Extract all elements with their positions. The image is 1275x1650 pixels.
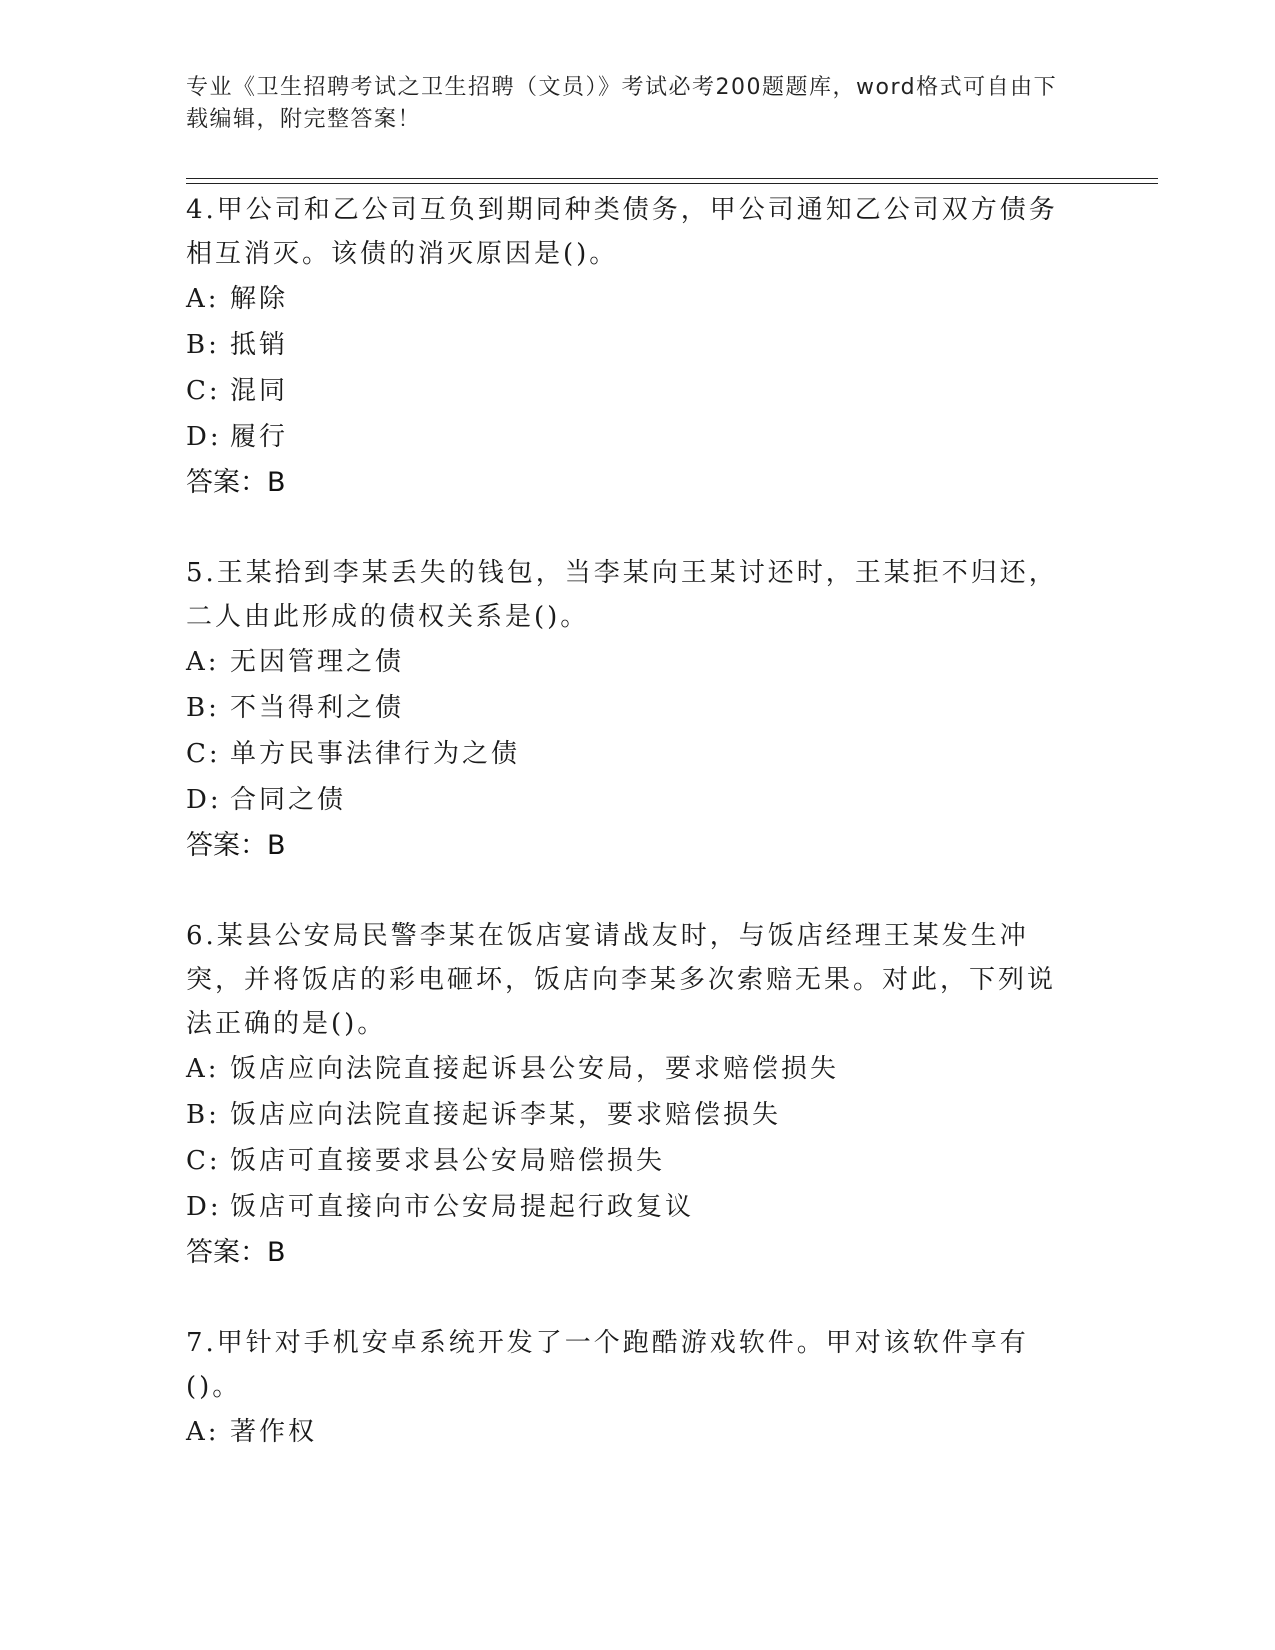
option-text: 饭店可直接要求县公安局赔偿损失 [230, 1146, 666, 1176]
option-text: 混同 [230, 376, 289, 406]
answer-option [186, 639, 1066, 685]
answer-key: 答案：B [186, 1237, 286, 1268]
option-letter: A: [186, 1054, 220, 1084]
question-stem: 5.王某拾到李某丢失的钱包，当李某向王某讨还时，王某拒不归还，二人由此形成的债权关系是()。 [186, 558, 1058, 632]
option-letter: B: [186, 1100, 220, 1130]
option-letter: C: [186, 739, 221, 769]
question-spacer [186, 506, 1066, 551]
question-block [186, 188, 1066, 506]
option-letter: D: [186, 422, 222, 452]
question-block [186, 1321, 1066, 1455]
question-block [186, 914, 1066, 1276]
option-text: 合同之债 [230, 785, 347, 815]
option-letter: D: [186, 1192, 222, 1222]
option-text: 解除 [230, 284, 289, 314]
option-text: 著作权 [230, 1417, 318, 1447]
answer-key: 答案：B [186, 830, 286, 861]
option-text: 抵销 [230, 330, 289, 360]
option-letter: A: [186, 284, 220, 314]
answer-option [186, 368, 1066, 414]
option-text: 饭店可直接向市公安局提起行政复议 [230, 1192, 695, 1222]
option-letter: A: [186, 1417, 220, 1447]
option-letter: B: [186, 693, 220, 723]
option-letter: C: [186, 1146, 221, 1176]
answer-option [186, 1138, 1066, 1184]
option-text: 饭店应向法院直接起诉李某，要求赔偿损失 [230, 1100, 782, 1130]
answer-option [186, 414, 1066, 460]
question-spacer [186, 869, 1066, 914]
question-block [186, 551, 1066, 869]
header-rule-bottom [186, 183, 1158, 184]
answer-option [186, 731, 1066, 777]
option-text: 无因管理之债 [230, 647, 405, 677]
question-stem: 6.某县公安局民警李某在饭店宴请战友时，与饭店经理王某发生冲突，并将饭店的彩电砸坏，饭店向李某多次索赔无果。对此，下列说法正确的是()。 [186, 921, 1057, 1039]
question-list [186, 188, 1066, 1455]
option-letter: C: [186, 376, 221, 406]
answer-option [186, 1046, 1066, 1092]
document-header: 专业《卫生招聘考试之卫生招聘（文员）》考试必考200题题库，word格式可自由下载编辑，附完整答案！ [186, 75, 1058, 132]
answer-key: 答案：B [186, 467, 286, 498]
option-text: 饭店应向法院直接起诉县公安局，要求赔偿损失 [230, 1054, 840, 1084]
header-rule-top [186, 178, 1158, 179]
option-letter: A: [186, 647, 220, 677]
option-text: 履行 [230, 422, 289, 452]
question-spacer [186, 1276, 1066, 1321]
option-text: 不当得利之债 [230, 693, 405, 723]
answer-option [186, 322, 1066, 368]
option-letter: D: [186, 785, 222, 815]
answer-option [186, 276, 1066, 322]
answer-option [186, 777, 1066, 823]
answer-option [186, 1092, 1066, 1138]
question-stem: 7.甲针对手机安卓系统开发了一个跑酷游戏软件。甲对该软件享有()。 [186, 1328, 1029, 1402]
option-text: 单方民事法律行为之债 [230, 739, 521, 769]
option-letter: B: [186, 330, 220, 360]
answer-option [186, 1409, 1066, 1455]
answer-option [186, 685, 1066, 731]
answer-option [186, 1184, 1066, 1230]
question-stem: 4.甲公司和乙公司互负到期同种类债务，甲公司通知乙公司双方债务相互消灭。该债的消灭原因是()。 [186, 195, 1058, 269]
